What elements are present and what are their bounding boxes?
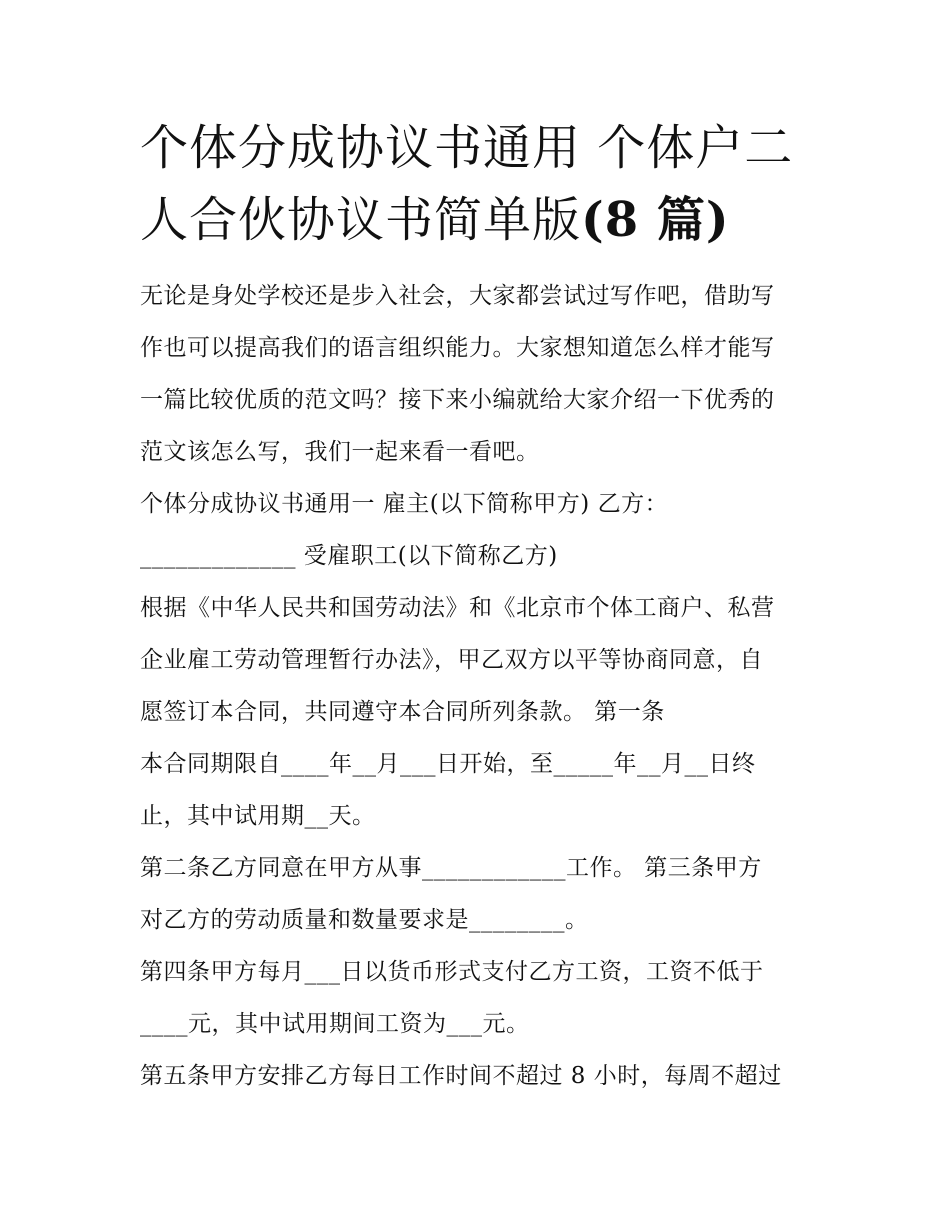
text-line: _____________ 受雇职工(以下简称乙方) <box>140 543 558 569</box>
text-line: 一篇比较优质的范文吗？接下来小编就给大家介绍一下优秀的 <box>140 387 775 413</box>
document-page <box>140 112 815 1102</box>
text-line: 根据《中华人民共和国劳动法》和《北京市个体工商户、私营 <box>140 595 775 621</box>
title-line-1: 个体分成协议书通用 个体户二 <box>140 120 794 176</box>
text-line: 本合同期限自____年__月___日开始，至_____年__月__日终 <box>140 751 756 777</box>
text-line: 范文该怎么写，我们一起来看一看吧。 <box>140 439 540 465</box>
document-title <box>140 112 815 256</box>
text-line: ____元，其中试用期间工资为___元。 <box>140 1011 530 1037</box>
title-line-2: 人合伙协议书简单版 <box>140 192 582 248</box>
text-line: 第四条甲方每月___日以货币形式支付乙方工资，工资不低于 <box>140 959 764 985</box>
text-line: 无论是身处学校还是步入社会，大家都尝试过写作吧，借助写 <box>140 283 775 309</box>
text-line: 企业雇工劳动管理暂行办法》，甲乙双方以平等协商同意，自 <box>140 647 763 673</box>
text-line: 对乙方的劳动质量和数量要求是________。 <box>140 907 589 933</box>
text-line: 个体分成协议书通用一 雇主(以下简称甲方) 乙方： <box>140 491 669 517</box>
text-line: 愿签订本合同，共同遵守本合同所列条款。 第一条 <box>140 699 665 725</box>
text-line: 第五条甲方安排乙方每日工作时间不超过 8 小时，每周不超过 <box>140 1063 782 1089</box>
text-line: 第二条乙方同意在甲方从事____________工作。 第三条甲方 <box>140 855 762 881</box>
text-line: 作也可以提高我们的语言组织能力。大家想知道怎么样才能写 <box>140 335 775 361</box>
title-count: (8 篇) <box>581 192 730 248</box>
text-line: 止，其中试用期__天。 <box>140 803 376 829</box>
